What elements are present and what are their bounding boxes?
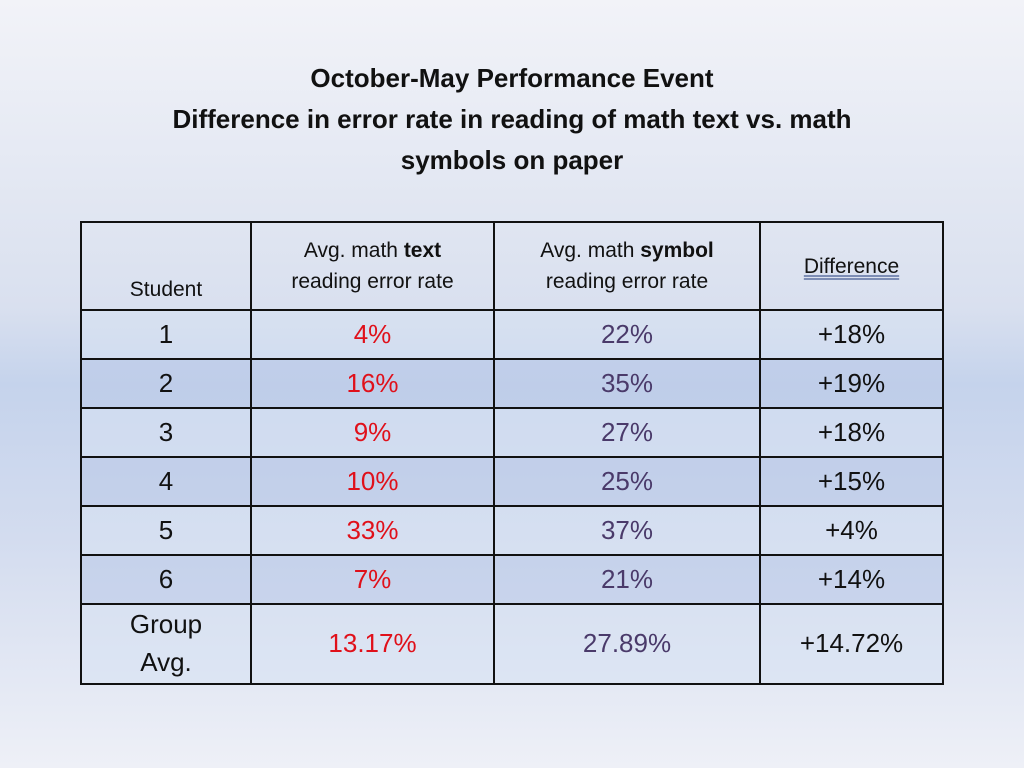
cell-student: 4 bbox=[81, 457, 251, 506]
cell-difference: +14% bbox=[760, 555, 943, 604]
table-row bbox=[81, 310, 943, 359]
table-header-row bbox=[81, 222, 943, 310]
cell-symbol-rate: 35% bbox=[494, 359, 760, 408]
cell-text-rate: 4% bbox=[251, 310, 494, 359]
cell-text-rate: 16% bbox=[251, 359, 494, 408]
header-symbol-rate bbox=[494, 222, 760, 310]
table-row bbox=[81, 457, 943, 506]
error-rate-table bbox=[80, 221, 944, 685]
table-row bbox=[81, 506, 943, 555]
title-line-2: Difference in error rate in reading of math text vs. math bbox=[172, 104, 852, 134]
header-difference-label: Difference bbox=[803, 254, 900, 278]
cell-difference: +18% bbox=[760, 408, 943, 457]
cell-difference: +18% bbox=[760, 310, 943, 359]
cell-student: 6 bbox=[81, 555, 251, 604]
table-row bbox=[81, 359, 943, 408]
table-row bbox=[81, 555, 943, 604]
cell-group-avg-label bbox=[81, 604, 251, 684]
cell-student: 2 bbox=[81, 359, 251, 408]
header-text-prefix: Avg. math bbox=[303, 239, 404, 262]
group-avg-label-line2: Avg. bbox=[140, 647, 192, 677]
cell-group-avg-text-rate: 13.17% bbox=[251, 604, 494, 684]
cell-text-rate: 10% bbox=[251, 457, 494, 506]
cell-group-avg-difference: +14.72% bbox=[760, 604, 943, 684]
header-text-bold: text bbox=[403, 239, 442, 262]
header-symbol-suffix: reading error rate bbox=[545, 270, 709, 293]
header-symbol-bold: symbol bbox=[640, 239, 714, 262]
cell-student: 5 bbox=[81, 506, 251, 555]
cell-symbol-rate: 25% bbox=[494, 457, 760, 506]
slide-title bbox=[100, 58, 924, 181]
table-row bbox=[81, 408, 943, 457]
header-symbol-prefix: Avg. math bbox=[540, 239, 641, 262]
cell-difference: +19% bbox=[760, 359, 943, 408]
cell-symbol-rate: 22% bbox=[494, 310, 760, 359]
title-line-1: October-May Performance Event bbox=[310, 63, 714, 93]
cell-difference: +15% bbox=[760, 457, 943, 506]
cell-group-avg-symbol-rate: 27.89% bbox=[494, 604, 760, 684]
cell-difference: +4% bbox=[760, 506, 943, 555]
cell-text-rate: 7% bbox=[251, 555, 494, 604]
header-student: Student bbox=[81, 222, 251, 310]
title-line-3: symbols on paper bbox=[400, 145, 624, 175]
group-avg-row bbox=[81, 604, 943, 684]
cell-symbol-rate: 37% bbox=[494, 506, 760, 555]
cell-text-rate: 33% bbox=[251, 506, 494, 555]
group-avg-label-line1: Group bbox=[129, 609, 203, 639]
header-text-suffix: reading error rate bbox=[291, 270, 454, 293]
cell-symbol-rate: 21% bbox=[494, 555, 760, 604]
cell-student: 3 bbox=[81, 408, 251, 457]
header-difference bbox=[760, 222, 943, 310]
cell-student: 1 bbox=[81, 310, 251, 359]
header-text-rate bbox=[251, 222, 494, 310]
cell-text-rate: 9% bbox=[251, 408, 494, 457]
cell-symbol-rate: 27% bbox=[494, 408, 760, 457]
